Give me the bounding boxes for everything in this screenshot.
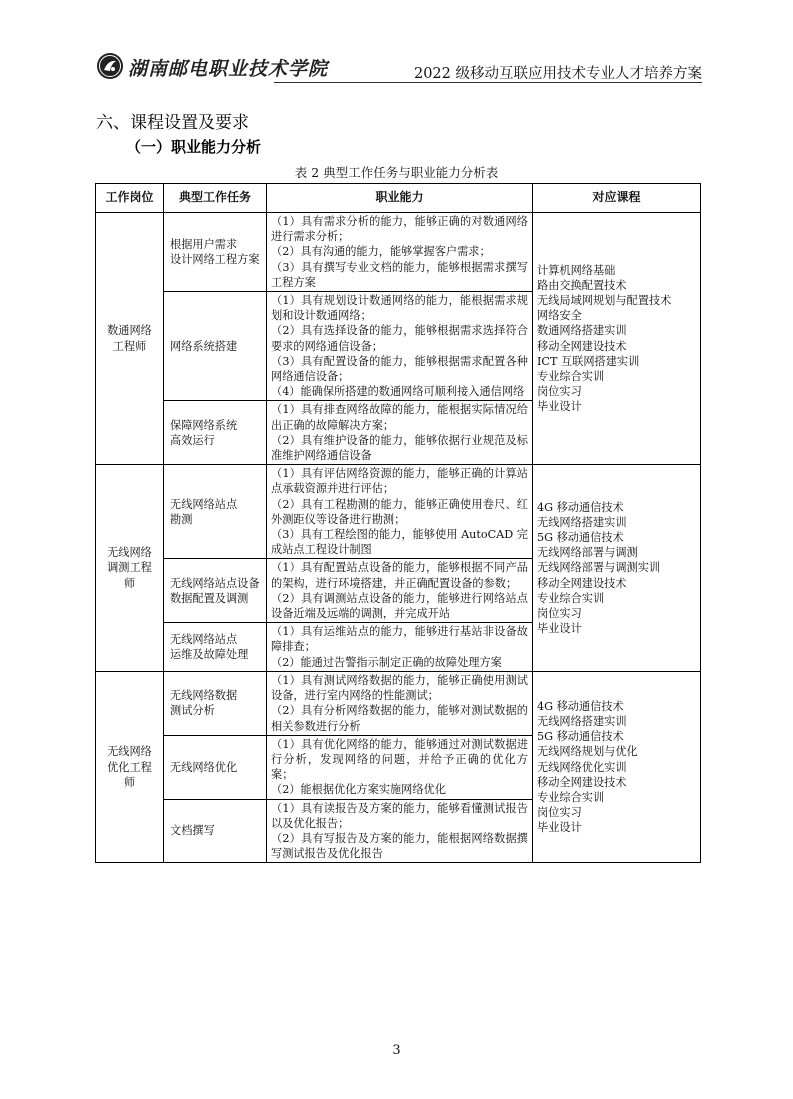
task-cell — [164, 401, 267, 465]
course-item: 专业综合实训 — [537, 790, 605, 804]
task-label-line: 无线网络站点 — [170, 497, 238, 511]
post-cell — [96, 465, 164, 672]
course-item: 毕业设计 — [537, 821, 582, 835]
task-cell — [164, 213, 267, 292]
course-item: 专业综合实训 — [537, 370, 605, 384]
course-item: 无线网络规划与优化 — [537, 745, 638, 759]
ability-cell — [267, 671, 533, 735]
ability-item: （2）具有工程勘测的能力，能够正确使用卷尺、红外测距仪等设备进行勘测； — [271, 497, 528, 526]
task-cell — [164, 671, 267, 735]
ability-item: （3）具有工程绘图的能力，能够使用 AutoCAD 完成站点工程设计制图 — [271, 528, 528, 557]
ability-item: （2）具有选择设备的能力，能够根据需求选择符合要求的网络通信设备； — [271, 324, 528, 353]
course-item: 无线网络搭建实训 — [537, 515, 627, 529]
course-item: 移动全网建设技术 — [537, 775, 627, 789]
post-label-line: 优化工程 — [107, 760, 152, 774]
ability-item: （1）具有规划设计数通网络的能力，能根据需求规划和设计数通网络； — [271, 294, 528, 323]
post-label-line: 工程师 — [112, 339, 147, 353]
course-item: ICT 互联网搭建实训 — [537, 354, 640, 368]
table-row — [96, 671, 701, 735]
task-cell — [164, 799, 267, 863]
post-label-line: 数通网络 — [107, 324, 152, 338]
courses-cell — [533, 671, 701, 862]
subsection-title: （一）职业能力分析 — [126, 138, 262, 156]
table-caption: 表 2 典型工作任务与职业能力分析表 — [294, 165, 499, 180]
courses-cell — [533, 465, 701, 672]
header-courses: 对应课程 — [533, 184, 701, 213]
table-body — [96, 213, 701, 863]
ability-item: （1）具有评估网络资源的能力，能够正确的计算站点承载资源并进行评估； — [271, 467, 528, 496]
course-item: 4G 移动通信技术 — [537, 500, 624, 514]
ability-item: （2）具有沟通的能力，能够掌握客户需求； — [271, 245, 491, 259]
course-item: 路由交换配置技术 — [537, 278, 627, 292]
task-cell — [164, 559, 267, 623]
ability-cell — [267, 799, 533, 863]
ability-item: （1）具有读报告及方案的能力，能够看懂测试报告以及优化报告； — [271, 801, 528, 830]
course-item: 岗位实习 — [537, 385, 582, 399]
ability-cell — [267, 213, 533, 292]
page-number: 3 — [392, 1043, 401, 1058]
course-item: 岗位实习 — [537, 806, 582, 820]
course-item: 岗位实习 — [537, 607, 582, 621]
task-label-line: 根据用户需求 — [170, 237, 238, 251]
header-post: 工作岗位 — [96, 184, 164, 213]
post-label-line: 师 — [123, 576, 136, 590]
page-header — [96, 52, 702, 86]
task-cell — [164, 735, 267, 799]
ability-item: （1）具有排查网络故障的能力，能根据实际情况给出正确的故障解决方案； — [271, 403, 528, 432]
post-cell — [96, 671, 164, 862]
course-item: 无线网络部署与调测实训 — [537, 561, 661, 575]
course-item: 移动全网建设技术 — [537, 576, 627, 590]
task-label-line: 测试分析 — [170, 704, 215, 718]
task-cell — [164, 623, 267, 672]
post-label-line: 无线网络 — [107, 745, 152, 759]
ability-item: （1）具有配置站点设备的能力，能够根据不同产品的架构，进行环境搭建，并正确配置设备的参数； — [271, 561, 528, 590]
ability-item: （4）能确保所搭建的数通网络可顺利接入通信网络 — [271, 385, 525, 399]
ability-cell — [267, 401, 533, 465]
course-item: 毕业设计 — [537, 622, 582, 636]
task-label-line: 无线网络优化 — [170, 760, 238, 774]
task-cell — [164, 465, 267, 559]
ability-item: （2）具有维护设备的能力，能够依据行业规范及标准维护网络通信设备 — [271, 433, 528, 463]
task-label-line: 文档撰写 — [170, 824, 215, 838]
college-logo-icon — [96, 52, 124, 80]
course-item: 4G 移动通信技术 — [537, 699, 624, 713]
course-item: 网络安全 — [537, 309, 582, 323]
course-item: 5G 移动通信技术 — [537, 730, 624, 744]
ability-cell — [267, 292, 533, 401]
college-brand: 湖南邮电职业技术学院 — [128, 58, 329, 80]
course-item: 毕业设计 — [537, 400, 582, 414]
task-label-line: 无线网络数据 — [170, 689, 238, 703]
task-cell — [164, 292, 267, 401]
section-title: 六、课程设置及要求 — [96, 113, 249, 133]
course-item: 无线网络优化实训 — [537, 760, 627, 774]
ability-item: （1）具有需求分析的能力，能够正确的对数通网络进行需求分析； — [271, 215, 528, 244]
ability-cell — [267, 465, 533, 559]
ability-item: （2）具有写报告及方案的能力，能根据网络数据撰写测试报告及优化报告 — [271, 831, 528, 861]
task-label-line: 数据配置及调测 — [170, 591, 249, 605]
header-divider — [274, 82, 702, 83]
task-label-line: 高效运行 — [170, 433, 215, 447]
ability-item: （2）具有调测站点设备的能力，能够进行网络站点设备近端及远端的调测，并完成开站 — [271, 591, 528, 621]
header-task: 典型工作任务 — [164, 184, 267, 213]
ability-cell — [267, 623, 533, 672]
table-row — [96, 465, 701, 559]
document-title: 2022 级移动互联应用技术专业人才培养方案 — [413, 66, 702, 82]
course-item: 5G 移动通信技术 — [537, 531, 624, 545]
post-label-line: 师 — [123, 775, 136, 789]
table-header-row — [96, 184, 701, 213]
task-label-line: 保障网络系统 — [170, 418, 238, 432]
task-label-line: 勘测 — [170, 512, 193, 526]
task-label-line: 网络系统搭建 — [170, 339, 238, 353]
ability-cell — [267, 559, 533, 623]
course-item: 无线局域网规划与配置技术 — [537, 294, 672, 308]
course-item: 无线网络搭建实训 — [537, 714, 627, 728]
course-item: 移动全网建设技术 — [537, 339, 627, 353]
ability-item: （1）具有优化网络的能力，能够通过对测试数据进行分析，发现网络的问题，并给予正确的优化方案； — [271, 737, 528, 782]
ability-item: （1）具有测试网络数据的能力，能够正确使用测试设备，进行室内网络的性能测试； — [271, 673, 528, 703]
task-label-line: 设计网络工程方案 — [170, 253, 260, 266]
course-item: 专业综合实训 — [537, 591, 605, 605]
header-ability: 职业能力 — [267, 184, 533, 213]
post-label-line: 调测工程 — [107, 561, 152, 575]
ability-item: （3）具有配置设备的能力，能够根据需求配置各种网络通信设备； — [271, 354, 528, 384]
ability-cell — [267, 735, 533, 799]
ability-item: （2）能通过告警指示制定正确的故障处理方案 — [271, 655, 502, 669]
post-label-line: 无线网络 — [107, 546, 152, 560]
course-item: 数通网络搭建实训 — [537, 324, 627, 338]
post-cell — [96, 213, 164, 465]
course-item: 计算机网络基础 — [537, 263, 616, 277]
task-label-line: 无线网络站点 — [170, 632, 238, 646]
task-label-line: 无线网络站点设备 — [170, 576, 260, 590]
task-label-line: 运维及故障处理 — [170, 648, 249, 662]
ability-item: （2）具有分析网络数据的能力，能够对测试数据的相关参数进行分析 — [271, 704, 528, 733]
ability-analysis-table — [95, 183, 701, 863]
courses-cell — [533, 213, 701, 465]
ability-item: （1）具有运维站点的能力，能够进行基站非设备故障排查； — [271, 625, 528, 654]
table-row — [96, 213, 701, 292]
ability-item: （3）具有撰写专业文档的能力，能够根据需求撰写工程方案 — [271, 260, 528, 289]
ability-item: （2）能根据优化方案实施网络优化 — [271, 783, 446, 797]
course-item: 无线网络部署与调测 — [537, 546, 638, 560]
